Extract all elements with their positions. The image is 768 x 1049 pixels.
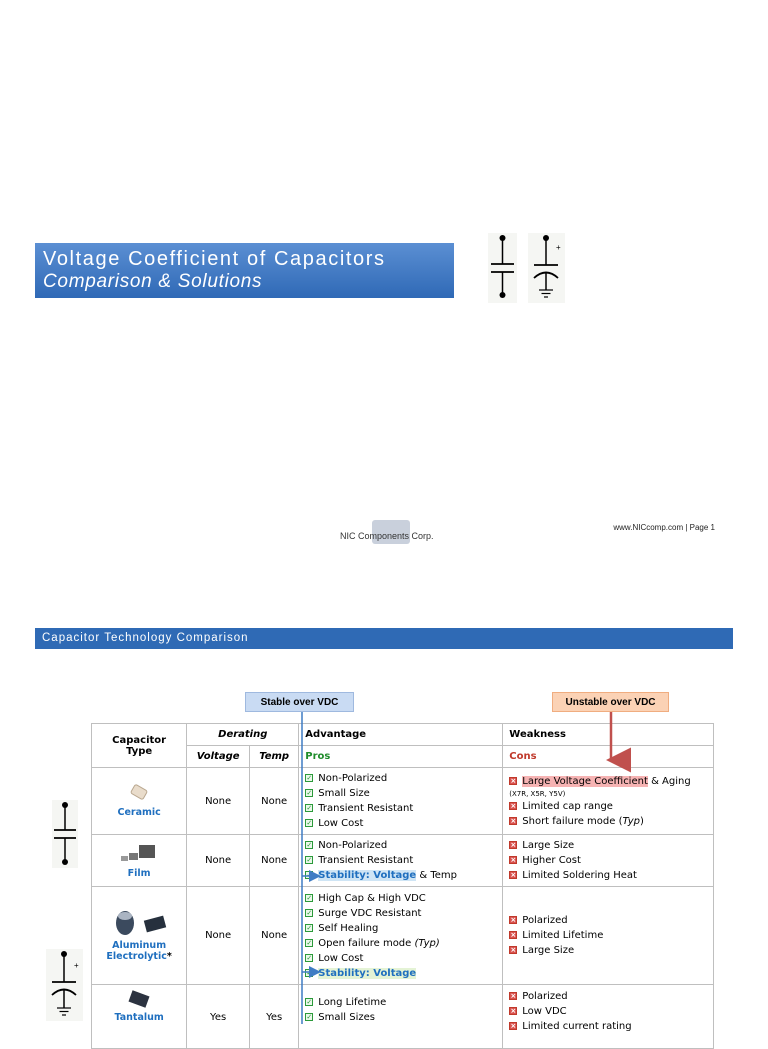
logo-text: NIC Components Corp. xyxy=(340,531,434,541)
nonpolar-capacitor-side-icon xyxy=(52,800,78,868)
check-icon: ✓ xyxy=(306,953,313,962)
check-icon: ✓ xyxy=(306,923,313,932)
slide-subtitle: Comparison & Solutions xyxy=(43,271,263,292)
con-text: Limited Lifetime xyxy=(522,930,604,941)
header-capacitor-type: Capacitor Type xyxy=(92,724,187,768)
check-icon: ✓ xyxy=(306,804,313,812)
type-cell xyxy=(92,835,187,887)
cross-icon: × xyxy=(510,1007,517,1015)
pro-text: Small Sizes xyxy=(318,1012,375,1023)
cross-icon: × xyxy=(510,992,517,1000)
type-name-text: Aluminum Electrolytic xyxy=(106,940,167,962)
pro-text: Transient Resistant xyxy=(318,855,414,866)
check-icon: ✓ xyxy=(306,998,313,1006)
list-item xyxy=(305,906,496,921)
con-text: Limited cap range xyxy=(522,800,613,812)
table-row-tantalum xyxy=(92,985,714,1049)
type-name: Ceramic xyxy=(117,807,161,818)
pro-text: & Temp xyxy=(416,870,458,881)
header-weakness: Weakness xyxy=(503,724,714,746)
type-name xyxy=(98,940,180,962)
cross-icon: × xyxy=(510,931,517,939)
con-typ: Typ xyxy=(622,815,641,827)
pros-cell xyxy=(299,887,503,985)
check-icon: ✓ xyxy=(306,938,313,947)
voltage-derating: None xyxy=(187,887,250,985)
list-item xyxy=(305,1010,496,1025)
list-item xyxy=(305,995,496,1010)
slide-title-bar xyxy=(35,243,454,298)
header-derating: Derating xyxy=(187,724,299,746)
cross-icon: × xyxy=(510,1022,517,1030)
cross-icon: × xyxy=(510,856,517,864)
pros-cell xyxy=(299,835,503,887)
voltage-derating: None xyxy=(187,768,250,835)
tantalum-capacitor-image-icon xyxy=(126,989,152,1009)
con-text: Limited current rating xyxy=(522,1021,632,1032)
aluminum-capacitor-image-icon xyxy=(109,909,169,937)
ceramic-capacitor-image-icon xyxy=(126,784,152,804)
con-text: Large Size xyxy=(522,945,575,956)
pro-text: Long Lifetime xyxy=(318,997,387,1008)
list-item xyxy=(305,838,496,853)
check-icon: ✓ xyxy=(306,1013,313,1021)
polarized-capacitor-symbol-icon xyxy=(528,233,565,303)
list-item xyxy=(305,853,496,868)
pro-text: Self Healing xyxy=(318,922,379,934)
pros-cell xyxy=(299,768,503,835)
list-item xyxy=(305,786,496,801)
list-item xyxy=(509,989,707,1004)
cross-icon: × xyxy=(510,916,517,924)
list-item xyxy=(305,771,496,786)
pro-text: Small Size xyxy=(318,788,370,799)
table-row-aluminum-electrolytic xyxy=(92,887,714,985)
list-item xyxy=(509,853,707,868)
cross-icon: × xyxy=(510,801,517,810)
cross-icon: × xyxy=(510,946,517,954)
temp-derating: None xyxy=(250,887,299,985)
list-item xyxy=(305,816,496,831)
list-item xyxy=(509,943,707,958)
check-icon: ✓ xyxy=(306,968,313,977)
polarity-plus-label: + xyxy=(74,961,79,970)
list-item xyxy=(305,921,496,936)
check-icon: ✓ xyxy=(306,819,313,827)
list-item xyxy=(509,928,707,943)
temp-derating: None xyxy=(250,768,299,835)
con-text: ) xyxy=(640,815,644,827)
polarity-plus-label: + xyxy=(556,243,561,252)
film-capacitor-image-icon xyxy=(117,843,161,865)
pro-text: Transient Resistant xyxy=(318,803,414,814)
pro-text: Non-Polarized xyxy=(318,773,388,784)
capacitor-comparison-table xyxy=(91,723,714,1049)
list-item xyxy=(509,814,707,829)
con-text: Large Size xyxy=(522,840,575,851)
header-advantage: Advantage xyxy=(299,724,503,746)
list-item xyxy=(305,801,496,816)
nic-logo xyxy=(340,518,440,546)
footer-page-info: www.NICcomp.com | Page 1 xyxy=(613,523,715,532)
polarized-capacitor-side-icon xyxy=(46,949,83,1021)
pro-text: Low Cost xyxy=(318,818,364,829)
pro-text: Low Cost xyxy=(318,952,364,964)
table-row-film xyxy=(92,835,714,887)
pro-text: High Cap & High VDC xyxy=(318,892,426,904)
table-row-ceramic xyxy=(92,768,714,835)
voltage-derating: None xyxy=(187,835,250,887)
dielectric-note: (X7R, X5R, Y5V) xyxy=(509,789,566,798)
pro-highlight: Stability: Voltage xyxy=(318,870,417,881)
cons-cell xyxy=(503,768,714,835)
con-text: & Aging xyxy=(647,775,691,787)
check-icon: ✓ xyxy=(306,789,313,797)
con-text: Polarized xyxy=(522,991,568,1002)
cons-cell xyxy=(503,985,714,1049)
cross-icon: × xyxy=(510,776,517,785)
header-temp: Temp xyxy=(250,746,299,768)
con-text: Short failure mode ( xyxy=(522,815,623,827)
type-cell xyxy=(92,768,187,835)
cons-cell xyxy=(503,887,714,985)
check-icon: ✓ xyxy=(306,893,313,902)
pro-text: Surge VDC Resistant xyxy=(318,907,422,919)
list-item xyxy=(509,1004,707,1019)
stable-callout: Stable over VDC xyxy=(245,692,354,712)
header-cons: Cons xyxy=(503,746,714,768)
pro-text: Non-Polarized xyxy=(318,840,388,851)
list-item xyxy=(305,891,496,906)
cross-icon: × xyxy=(510,871,517,879)
pros-cell xyxy=(299,985,503,1049)
con-text: Polarized xyxy=(522,915,568,926)
header-voltage: Voltage xyxy=(187,746,250,768)
pro-text: Open failure mode xyxy=(318,937,415,949)
nonpolar-capacitor-symbol-icon xyxy=(488,233,517,303)
temp-derating: Yes xyxy=(250,985,299,1049)
slide-title: Voltage Coefficient of Capacitors xyxy=(43,248,386,270)
con-highlight: Large Voltage Coefficient xyxy=(522,775,648,787)
list-item xyxy=(509,913,707,928)
section-title: Capacitor Technology Comparison xyxy=(42,632,249,644)
list-item xyxy=(305,951,496,966)
cons-cell xyxy=(503,835,714,887)
type-cell xyxy=(92,985,187,1049)
check-icon: ✓ xyxy=(306,841,313,849)
con-text: Limited Soldering Heat xyxy=(522,870,637,881)
list-item xyxy=(509,1019,707,1034)
type-name: Film xyxy=(127,867,151,879)
check-icon: ✓ xyxy=(306,856,313,864)
list-item xyxy=(509,774,707,789)
temp-derating: None xyxy=(250,835,299,887)
header-pros: Pros xyxy=(299,746,503,768)
footnote-mark: * xyxy=(166,951,172,962)
pro-highlight: Stability: Voltage xyxy=(318,967,417,979)
list-item xyxy=(305,966,496,981)
type-name: Tantalum xyxy=(114,1012,164,1023)
con-text: Low VDC xyxy=(522,1006,567,1017)
unstable-callout: Unstable over VDC xyxy=(552,692,669,712)
type-cell xyxy=(92,887,187,985)
section-title-bar xyxy=(35,628,733,649)
con-text: Higher Cost xyxy=(522,855,581,866)
list-item xyxy=(305,936,496,951)
cross-icon: × xyxy=(510,841,517,849)
pro-typ: (Typ) xyxy=(414,937,440,949)
list-item xyxy=(509,838,707,853)
list-item xyxy=(305,868,496,883)
table-header-row xyxy=(92,724,714,746)
list-item xyxy=(509,799,707,814)
check-icon: ✓ xyxy=(306,908,313,917)
cross-icon: × xyxy=(510,816,517,825)
check-icon: ✓ xyxy=(306,871,313,879)
check-icon: ✓ xyxy=(306,774,313,782)
voltage-derating: Yes xyxy=(187,985,250,1049)
list-item xyxy=(509,868,707,883)
